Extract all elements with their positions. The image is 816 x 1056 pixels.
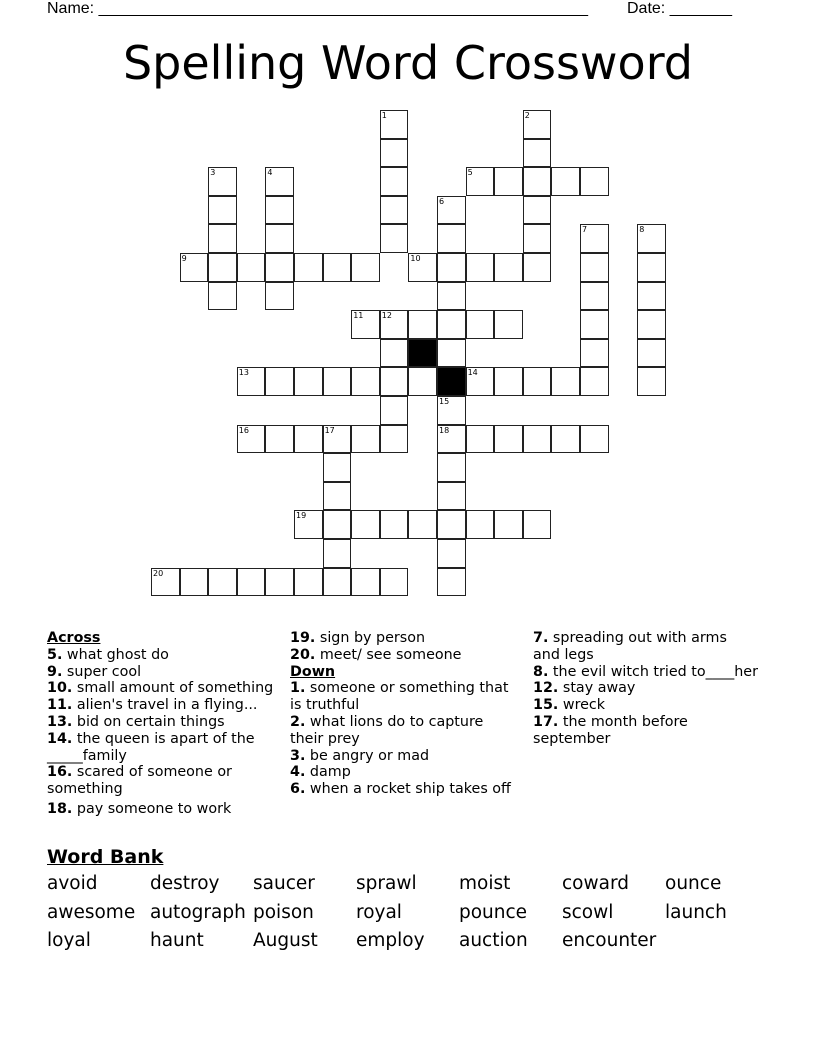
grid-cell[interactable] [380,167,409,196]
grid-cell[interactable] [437,396,466,425]
clue-number: 11. [47,697,73,714]
clue-number: 7. [533,630,549,646]
grid-cell[interactable] [580,167,609,196]
clue-number: 13 [238,368,249,378]
grid-cell[interactable] [637,282,666,311]
grid-cell[interactable] [437,453,466,482]
down-clue [533,714,758,748]
grid-cell[interactable] [523,110,552,139]
clue-number: 14. [47,730,73,747]
grid-cell[interactable] [323,539,352,568]
clue-number: 5. [47,646,63,663]
across-heading: Across [47,630,101,646]
clue-number: 4 [267,168,273,178]
clue-number: 2 [524,111,530,120]
grid-cell[interactable] [294,367,323,396]
grid-cell[interactable] [351,253,380,282]
grid-cell[interactable] [466,310,495,339]
word-bank-item: launch [665,901,727,923]
grid-cell[interactable] [208,253,237,282]
clue-text: sign by person [315,630,426,646]
word-bank-item: employ [356,930,425,951]
grid-cell[interactable] [437,339,466,368]
clue-text: what lions do to capture their prey [290,713,484,747]
grid-cell[interactable] [380,425,409,454]
date-label: Date: [627,0,670,17]
black-cell [408,339,437,368]
word-bank-item: coward [562,873,629,894]
grid-cell[interactable] [380,396,409,425]
clue-text: be angry or mad [305,747,430,764]
grid-cell[interactable] [380,510,409,539]
grid-cell[interactable] [265,425,294,454]
word-bank-item: saucer [253,873,315,894]
clue-text: meet/ see someone [315,646,462,663]
grid-cell[interactable] [380,224,409,253]
word-bank-item: August [253,930,318,951]
grid-cell[interactable] [265,196,294,225]
clue-number: 13. [47,713,73,730]
grid-cell[interactable] [380,110,409,139]
clue-text: the month before september [533,713,688,747]
clue-number: 11 [353,311,364,321]
grid-cell[interactable] [265,167,294,196]
grid-cell[interactable] [437,539,466,568]
down-clue [290,680,515,714]
grid-cell[interactable] [437,196,466,225]
clue-number: 8 [639,225,645,235]
grid-cell[interactable] [494,310,523,339]
word-bank-item: scowl [562,901,614,923]
word-bank-item: haunt [150,930,204,951]
clue-text: spreading out with arms and legs [533,630,727,663]
clue-text: damp [305,764,351,781]
clue-number: 20 [153,568,164,578]
across-clue [47,801,277,818]
clue-text: stay away [558,680,636,697]
grid-cell[interactable] [208,282,237,311]
grid-cell[interactable] [237,568,266,597]
down-clue [533,630,758,664]
clue-number: 10. [47,680,73,697]
across-clue [47,680,277,697]
clue-number: 19. [290,630,316,646]
across-clue [47,731,277,765]
grid-cell[interactable] [523,253,552,282]
grid-cell[interactable] [437,510,466,539]
clue-number: 20. [290,646,316,663]
across-clue [47,664,277,681]
clue-number: 9. [47,663,63,680]
word-bank-item: encounter [562,930,657,951]
clue-text: alien's travel in a flying... [72,697,258,714]
grid-cell[interactable] [237,425,266,454]
name-label: Name: [47,0,99,17]
grid-cell[interactable] [323,510,352,539]
across-clue [47,714,277,731]
grid-cell[interactable] [265,282,294,311]
grid-cell[interactable] [551,167,580,196]
grid-cell[interactable] [380,339,409,368]
across-clue [290,630,515,647]
grid-cell[interactable] [323,568,352,597]
across-clue [290,647,515,664]
clue-number: 4. [290,764,306,781]
grid-cell[interactable] [180,568,209,597]
clue-number: 18 [439,425,450,435]
grid-cell[interactable] [408,253,437,282]
down-clue [533,664,758,681]
clue-number: 18. [47,800,73,817]
grid-cell[interactable] [523,224,552,253]
clue-number: 10 [410,254,421,263]
clue-number: 14 [467,368,478,378]
word-bank-item: pounce [459,901,528,923]
grid-cell[interactable] [294,425,323,454]
grid-cell[interactable] [466,253,495,282]
word-bank-item: ounce [665,873,722,894]
grid-cell[interactable] [208,224,237,253]
grid-cell[interactable] [208,568,237,597]
word-bank-item: sprawl [356,873,417,894]
grid-cell[interactable] [351,367,380,396]
grid-cell[interactable] [466,510,495,539]
word-bank-item: destroy [150,873,220,894]
word-bank-item: auction [459,930,528,951]
down-clue [533,680,758,697]
word-bank-item: autograph [150,901,246,923]
grid-cell[interactable] [523,367,552,396]
grid-cell[interactable] [523,425,552,454]
black-cell [437,367,466,396]
word-bank-item: awesome [47,901,136,923]
grid-cell[interactable] [523,139,552,168]
grid-cell[interactable] [551,367,580,396]
grid-cell[interactable] [323,367,352,396]
clue-number: 1. [290,680,306,697]
page-title: Spelling Word Crossword [122,36,694,90]
grid-cell[interactable] [466,425,495,454]
word-bank-item: loyal [47,930,91,951]
clue-number: 7 [582,225,588,235]
grid-cell[interactable] [351,510,380,539]
grid-cell[interactable] [380,310,409,339]
across-clue [47,764,277,798]
grid-cell[interactable] [580,224,609,253]
grid-cell[interactable] [351,568,380,597]
grid-cell[interactable] [294,568,323,597]
grid-cell[interactable] [523,167,552,196]
clue-number: 17 [324,425,335,435]
clue-number: 1 [381,111,387,120]
clue-number: 6. [290,781,306,798]
clue-number: 6 [439,196,445,206]
grid-cell[interactable] [437,482,466,511]
clue-number: 12 [381,311,392,321]
grid-cell[interactable] [351,425,380,454]
clue-number: 17. [533,713,559,730]
word-bank-item: royal [356,901,402,923]
clue-number: 15. [533,697,559,714]
down-clue [290,781,515,798]
clue-text: when a rocket ship takes off [305,781,511,798]
name-line: _______________________________________________________ [98,0,588,17]
grid-cell[interactable] [580,425,609,454]
clue-number: 5 [467,168,473,178]
grid-cell[interactable] [265,224,294,253]
clue-text: pay someone to work [72,800,232,817]
grid-cell[interactable] [380,367,409,396]
down-clue [533,697,758,714]
grid-cell[interactable] [265,253,294,282]
clue-number: 19 [296,511,307,521]
grid-cell[interactable] [580,367,609,396]
clue-number: 2. [290,713,306,730]
grid-cell[interactable] [408,510,437,539]
grid-cell[interactable] [637,253,666,282]
down-heading: Down [290,663,336,680]
clue-number: 8. [533,663,549,680]
grid-cell[interactable] [637,367,666,396]
grid-cell[interactable] [408,367,437,396]
grid-cell[interactable] [408,310,437,339]
down-clue [290,748,515,765]
grid-cell[interactable] [265,367,294,396]
grid-cell[interactable] [380,568,409,597]
grid-cell[interactable] [323,253,352,282]
grid-cell[interactable] [494,510,523,539]
grid-cell[interactable] [208,167,237,196]
grid-cell[interactable] [437,310,466,339]
grid-cell[interactable] [237,253,266,282]
date-line: _______ [669,0,732,17]
grid-cell[interactable] [551,425,580,454]
grid-cell[interactable] [437,282,466,311]
clue-text: the queen is apart of the _____family [47,730,255,764]
grid-cell[interactable] [437,224,466,253]
clue-number: 16. [47,764,73,781]
grid-cell[interactable] [466,367,495,396]
clue-text: scared of someone or something [47,764,232,798]
grid-cell[interactable] [523,510,552,539]
clues-column-1 [47,630,277,818]
word-bank-item: poison [253,901,314,923]
clue-text: what ghost do [62,646,169,663]
down-clue [290,764,515,781]
clue-text: wreck [558,697,606,714]
clue-number: 9 [181,254,187,263]
grid-cell[interactable] [580,310,609,339]
grid-cell[interactable] [580,253,609,282]
clue-text: small amount of something [72,680,274,697]
grid-cell[interactable] [151,568,180,597]
grid-cell[interactable] [637,339,666,368]
grid-cell[interactable] [466,167,495,196]
clue-text: super cool [62,663,142,680]
grid-cell[interactable] [380,196,409,225]
grid-cell[interactable] [494,425,523,454]
grid-cell[interactable] [180,253,209,282]
clue-text: bid on certain things [72,713,225,730]
grid-cell[interactable] [351,310,380,339]
grid-cell[interactable] [580,282,609,311]
clue-number: 3. [290,747,306,764]
grid-cell[interactable] [637,224,666,253]
grid-cell[interactable] [494,367,523,396]
grid-cell[interactable] [294,510,323,539]
grid-cell[interactable] [437,253,466,282]
grid-cell[interactable] [637,310,666,339]
grid-cell[interactable] [208,196,237,225]
word-bank-item: moist [459,873,511,894]
grid-cell[interactable] [437,568,466,597]
clue-text: someone or something that is truthful [290,680,509,714]
clues-column-2 [290,630,515,798]
clue-number: 16 [238,425,249,435]
word-bank-title: Word Bank [47,846,164,868]
grid-cell[interactable] [323,425,352,454]
grid-cell[interactable] [265,568,294,597]
grid-cell[interactable] [437,425,466,454]
clue-number: 12. [533,680,559,697]
grid-cell[interactable] [494,167,523,196]
grid-cell[interactable] [494,253,523,282]
grid-cell[interactable] [380,139,409,168]
grid-cell[interactable] [323,453,352,482]
across-clue [47,697,277,714]
clues-column-3 [533,630,758,748]
grid-cell[interactable] [523,196,552,225]
down-clue [290,714,515,748]
clue-number: 3 [210,168,216,178]
clue-number: 15 [439,397,450,406]
across-clue [47,647,277,664]
grid-cell[interactable] [237,367,266,396]
grid-cell[interactable] [323,482,352,511]
clue-text: the evil witch tried to____her [548,663,758,680]
word-bank-item: avoid [47,873,98,894]
grid-cell[interactable] [294,253,323,282]
grid-cell[interactable] [580,339,609,368]
